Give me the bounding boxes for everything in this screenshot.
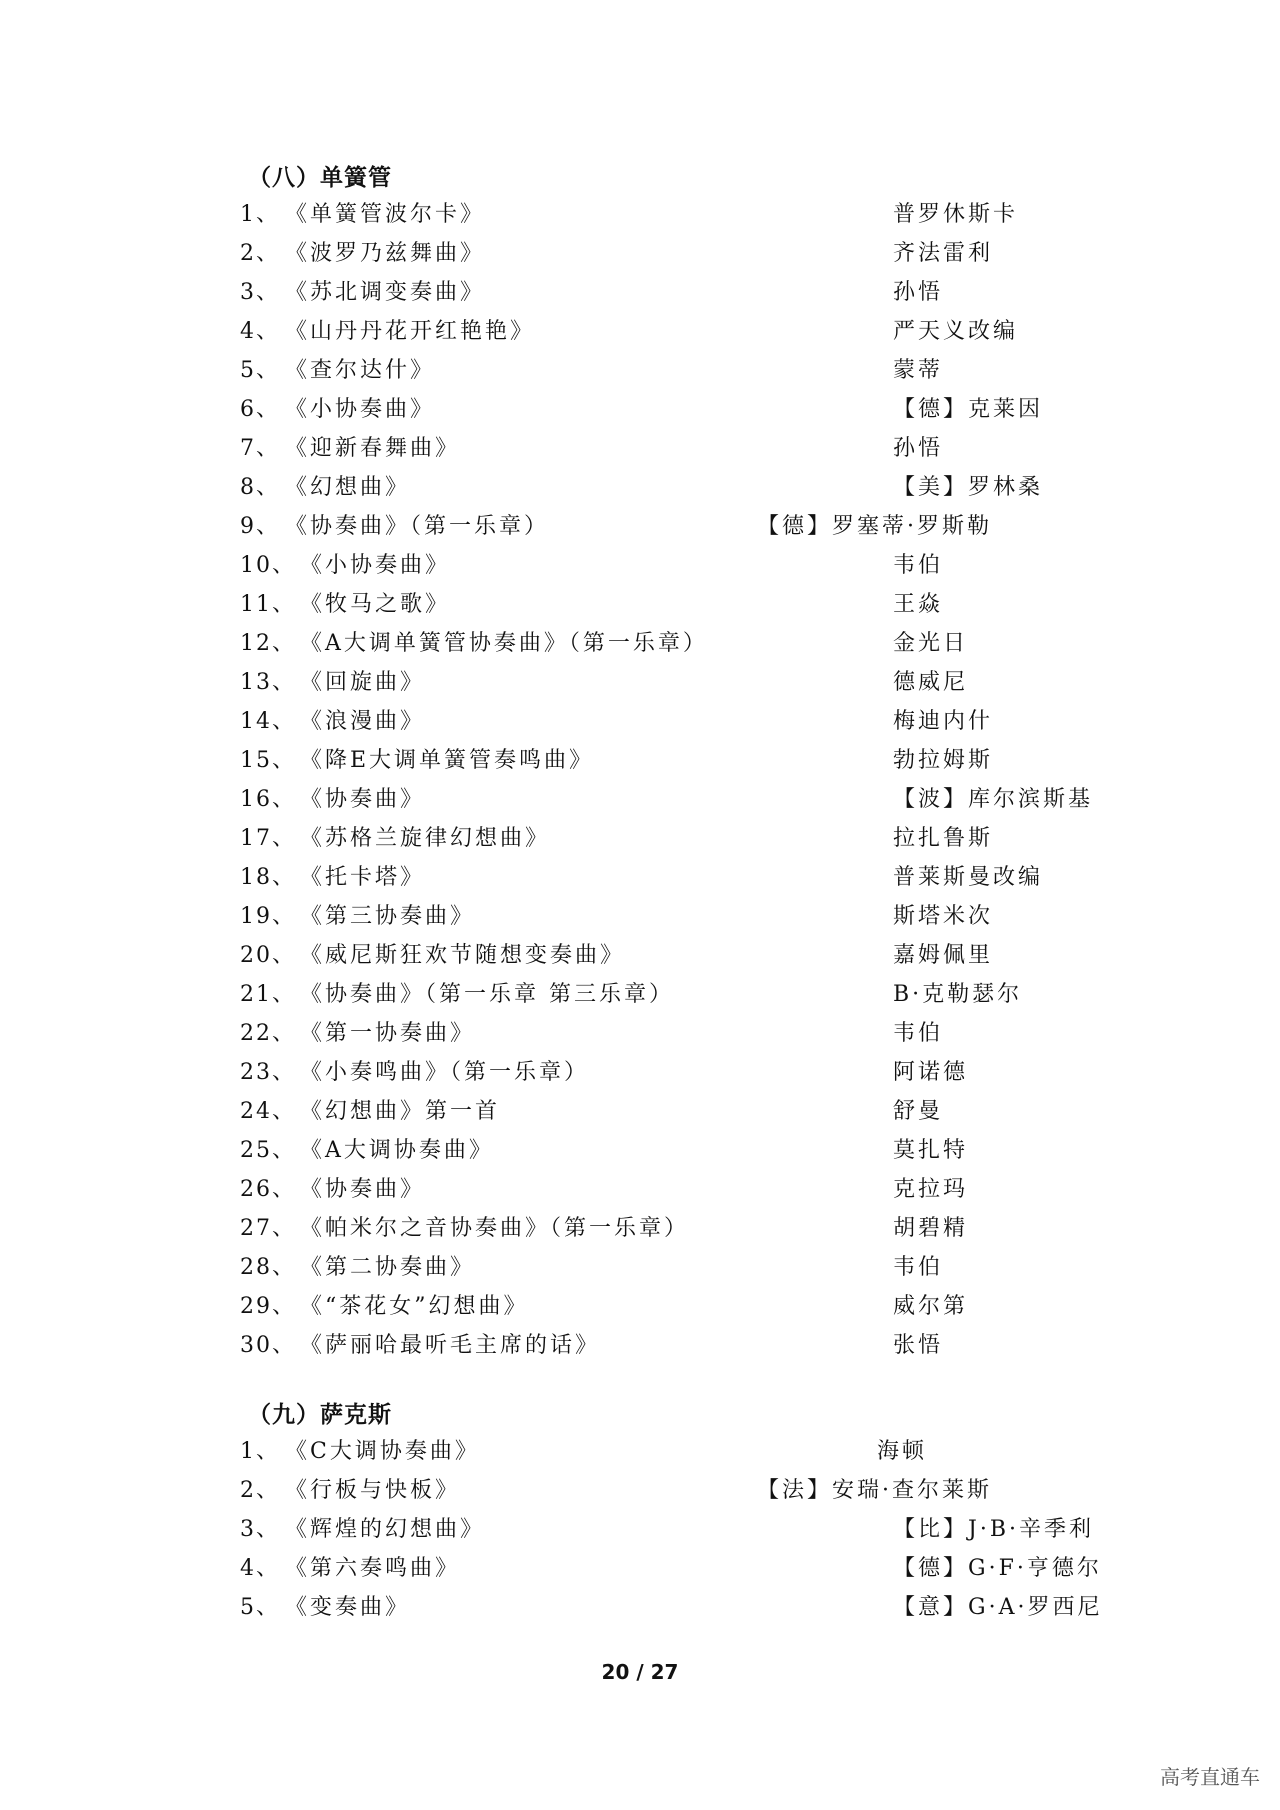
list-item xyxy=(0,1588,1280,1627)
piece-title: 《第一协奏曲》 xyxy=(300,1021,476,1046)
composer-name: B·克勒瑟尔 xyxy=(893,982,1023,1007)
item-number: 3、 xyxy=(240,1517,280,1542)
item-number: 13、 xyxy=(240,670,296,695)
item-number: 20、 xyxy=(240,943,296,968)
composer-name: 克拉玛 xyxy=(893,1177,969,1202)
watermark: 高考直通车 xyxy=(1160,1765,1260,1789)
composer-name: 普罗休斯卡 xyxy=(893,202,1019,227)
composer-name: 舒曼 xyxy=(893,1099,944,1124)
composer-name: 孙悟 xyxy=(893,280,944,305)
list-item xyxy=(0,780,1280,819)
item-number: 17、 xyxy=(240,826,296,851)
list-item xyxy=(0,663,1280,702)
item-number: 22、 xyxy=(240,1021,296,1046)
piece-title: 《小协奏曲》 xyxy=(285,397,436,422)
composer-name: 勃拉姆斯 xyxy=(893,748,994,773)
list-item xyxy=(0,1248,1280,1287)
item-number: 6、 xyxy=(240,397,280,422)
item-number: 10、 xyxy=(240,553,296,578)
composer-name: 拉扎鲁斯 xyxy=(893,826,994,851)
list-item xyxy=(0,1053,1280,1092)
list-item xyxy=(0,1287,1280,1326)
list-item xyxy=(0,1432,1280,1471)
item-number: 8、 xyxy=(240,475,280,500)
composer-name: 嘉姆佩里 xyxy=(893,943,994,968)
piece-title: 《小奏鸣曲》（第一乐章） xyxy=(300,1060,590,1085)
composer-name: 王焱 xyxy=(893,592,944,617)
item-number: 4、 xyxy=(240,1556,280,1581)
item-number: 4、 xyxy=(240,319,280,344)
list-item xyxy=(0,624,1280,663)
composer-name: 严天义改编 xyxy=(893,319,1019,344)
list-item xyxy=(0,936,1280,975)
piece-title: 《C大调协奏曲》 xyxy=(285,1439,480,1464)
page-number: 20 / 27 xyxy=(601,1660,679,1684)
piece-title: 《帕米尔之音协奏曲》（第一乐章） xyxy=(300,1216,690,1241)
item-number: 9、 xyxy=(240,514,280,539)
composer-name: 胡碧精 xyxy=(893,1216,969,1241)
section-heading: （八）单簧管 xyxy=(248,165,392,191)
list-item xyxy=(0,897,1280,936)
composer-name: 德威尼 xyxy=(893,670,969,695)
item-number: 7、 xyxy=(240,436,280,461)
composer-name: 威尔第 xyxy=(893,1294,969,1319)
composer-name: 普莱斯曼改编 xyxy=(893,865,1044,890)
item-number: 5、 xyxy=(240,1595,280,1620)
item-number: 30、 xyxy=(240,1333,296,1358)
piece-title: 《幻想曲》 xyxy=(285,475,411,500)
piece-title: 《协奏曲》（第一乐章 第三乐章） xyxy=(300,982,674,1007)
item-number: 2、 xyxy=(240,241,280,266)
item-number: 21、 xyxy=(240,982,296,1007)
item-number: 19、 xyxy=(240,904,296,929)
piece-title: 《小协奏曲》 xyxy=(300,553,451,578)
piece-title: 《辉煌的幻想曲》 xyxy=(285,1517,486,1542)
item-number: 28、 xyxy=(240,1255,296,1280)
list-item xyxy=(0,1014,1280,1053)
item-number: 2、 xyxy=(240,1478,280,1503)
piece-title: 《第二协奏曲》 xyxy=(300,1255,476,1280)
list-item xyxy=(0,1209,1280,1248)
list-item xyxy=(0,468,1280,507)
list-item xyxy=(0,234,1280,273)
piece-title: 《第三协奏曲》 xyxy=(300,904,476,929)
composer-name: 韦伯 xyxy=(893,1255,944,1280)
item-number: 1、 xyxy=(240,202,280,227)
composer-name: 梅迪内什 xyxy=(893,709,994,734)
list-item xyxy=(0,858,1280,897)
list-item xyxy=(0,273,1280,312)
composer-name: 斯塔米次 xyxy=(893,904,994,929)
item-number: 23、 xyxy=(240,1060,296,1085)
item-number: 1、 xyxy=(240,1439,280,1464)
list-item xyxy=(0,351,1280,390)
piece-title: 《A大调单簧管协奏曲》（第一乐章） xyxy=(300,631,708,656)
composer-name: 【德】克莱因 xyxy=(893,397,1044,422)
item-number: 27、 xyxy=(240,1216,296,1241)
piece-title: 《变奏曲》 xyxy=(285,1595,411,1620)
piece-title: 《查尔达什》 xyxy=(285,358,436,383)
composer-name: 齐法雷利 xyxy=(893,241,994,266)
composer-name: 金光日 xyxy=(893,631,969,656)
composer-name: 海顿 xyxy=(877,1439,928,1464)
item-number: 15、 xyxy=(240,748,296,773)
list-item xyxy=(0,507,1280,546)
piece-title: 《萨丽哈最听毛主席的话》 xyxy=(300,1333,601,1358)
list-item xyxy=(0,702,1280,741)
piece-title: 《苏格兰旋律幻想曲》 xyxy=(300,826,551,851)
composer-name: 蒙蒂 xyxy=(893,358,944,383)
list-item xyxy=(0,1549,1280,1588)
item-number: 25、 xyxy=(240,1138,296,1163)
list-item xyxy=(0,546,1280,585)
list-item xyxy=(0,1510,1280,1549)
composer-name: 【德】罗塞蒂·罗斯勒 xyxy=(757,514,992,539)
item-number: 24、 xyxy=(240,1099,296,1124)
item-number: 12、 xyxy=(240,631,296,656)
piece-title: 《山丹丹花开红艳艳》 xyxy=(285,319,536,344)
list-item xyxy=(0,429,1280,468)
item-number: 5、 xyxy=(240,358,280,383)
list-item xyxy=(0,1170,1280,1209)
composer-name: 【美】罗林桑 xyxy=(893,475,1044,500)
piece-title: 《第六奏鸣曲》 xyxy=(285,1556,461,1581)
composer-name: 【比】J·B·辛季利 xyxy=(893,1517,1094,1542)
piece-title: 《A大调协奏曲》 xyxy=(300,1138,494,1163)
list-item xyxy=(0,195,1280,234)
list-item xyxy=(0,585,1280,624)
composer-name: 孙悟 xyxy=(893,436,944,461)
item-number: 18、 xyxy=(240,865,296,890)
piece-title: 《回旋曲》 xyxy=(300,670,426,695)
list-item xyxy=(0,819,1280,858)
piece-title: 《协奏曲》 xyxy=(300,1177,426,1202)
list-item xyxy=(0,1326,1280,1365)
list-item xyxy=(0,1471,1280,1510)
piece-title: 《苏北调变奏曲》 xyxy=(285,280,486,305)
composer-name: 【法】安瑞·查尔莱斯 xyxy=(757,1478,992,1503)
composer-name: 莫扎特 xyxy=(893,1138,969,1163)
piece-title: 《降E大调单簧管奏鸣曲》 xyxy=(300,748,595,773)
list-item xyxy=(0,741,1280,780)
piece-title: 《浪漫曲》 xyxy=(300,709,426,734)
piece-title: 《单簧管波尔卡》 xyxy=(285,202,486,227)
list-item xyxy=(0,1131,1280,1170)
list-item xyxy=(0,312,1280,351)
item-number: 16、 xyxy=(240,787,296,812)
composer-name: 阿诺德 xyxy=(893,1060,969,1085)
piece-title: 《牧马之歌》 xyxy=(300,592,451,617)
item-number: 26、 xyxy=(240,1177,296,1202)
list-item xyxy=(0,1092,1280,1131)
piece-title: 《协奏曲》 xyxy=(300,787,426,812)
composer-name: 【德】G·F·亨德尔 xyxy=(893,1556,1102,1581)
item-number: 11、 xyxy=(240,592,296,617)
list-item xyxy=(0,390,1280,429)
item-number: 14、 xyxy=(240,709,296,734)
item-number: 3、 xyxy=(240,280,280,305)
composer-name: 韦伯 xyxy=(893,553,944,578)
piece-title: 《协奏曲》（第一乐章） xyxy=(285,514,550,539)
composer-name: 【波】库尔滨斯基 xyxy=(893,787,1094,812)
piece-title: 《迎新春舞曲》 xyxy=(285,436,461,461)
piece-title: 《威尼斯狂欢节随想变奏曲》 xyxy=(300,943,626,968)
piece-title: 《“茶花女”幻想曲》 xyxy=(300,1294,529,1319)
composer-name: 张悟 xyxy=(893,1333,944,1358)
item-number: 29、 xyxy=(240,1294,296,1319)
composer-name: 【意】G·A·罗西尼 xyxy=(893,1595,1103,1620)
piece-title: 《波罗乃兹舞曲》 xyxy=(285,241,486,266)
list-item xyxy=(0,975,1280,1014)
piece-title: 《行板与快板》 xyxy=(285,1478,461,1503)
composer-name: 韦伯 xyxy=(893,1021,944,1046)
piece-title: 《幻想曲》第一首 xyxy=(300,1099,501,1124)
section-heading: （九）萨克斯 xyxy=(248,1402,392,1428)
piece-title: 《托卡塔》 xyxy=(300,865,426,890)
